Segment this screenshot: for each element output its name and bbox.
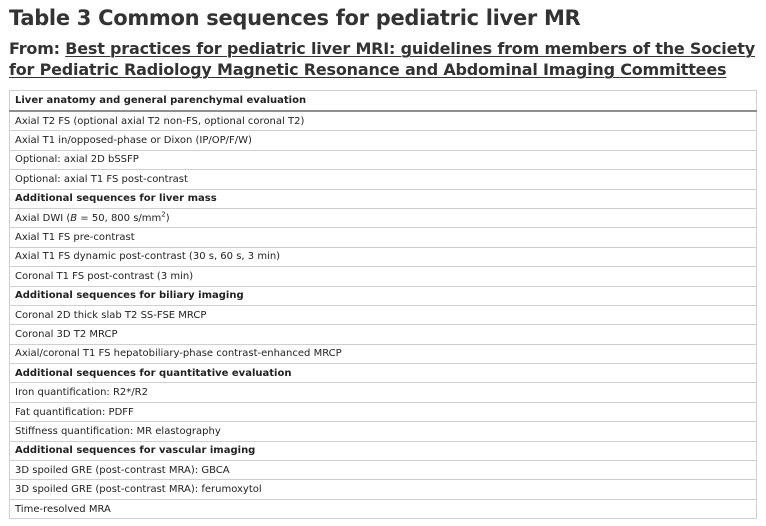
- from-prefix: From:: [9, 39, 66, 58]
- table-row: [10, 325, 757, 344]
- table-cell: Axial T2 FS (optional axial T2 non-FS, optional coronal T2): [10, 111, 757, 131]
- table-body: [10, 111, 757, 519]
- table-row: [10, 499, 757, 518]
- table-row: [10, 383, 757, 402]
- table-cell: Coronal 3D T2 MRCP: [10, 325, 757, 344]
- table-cell: Coronal T1 FS post-contrast (3 min): [10, 267, 757, 286]
- table-cell: Optional: axial T1 FS post-contrast: [10, 170, 757, 189]
- table-title: Table 3 Common sequences for pediatric liver MR: [9, 6, 581, 30]
- table-row: [10, 402, 757, 421]
- table-cell: Fat quantification: PDFF: [10, 402, 757, 421]
- table-section-row: [10, 364, 757, 383]
- table-row: [10, 305, 757, 324]
- sequences-table: [9, 90, 757, 519]
- table-row: [10, 208, 757, 227]
- table-cell: Optional: axial 2D bSSFP: [10, 150, 757, 169]
- table-row: [10, 267, 757, 286]
- table-cell: Axial T1 FS pre-contrast: [10, 228, 757, 247]
- cell-superscript-part: 2: [161, 210, 166, 219]
- table-row: [10, 228, 757, 247]
- table-cell: 3D spoiled GRE (post-contrast MRA): GBCA: [10, 461, 757, 480]
- table-header-cell: Liver anatomy and general parenchymal evaluation: [10, 91, 757, 112]
- table-row: [10, 247, 757, 266]
- table-section-row: [10, 286, 757, 305]
- table-row: [10, 131, 757, 150]
- table-cell: Axial T1 in/opposed-phase or Dixon (IP/OP/F/W): [10, 131, 757, 150]
- section-heading-cell: Additional sequences for vascular imaging: [10, 441, 757, 460]
- cell-text-part: Axial DWI (: [15, 212, 71, 224]
- table-row: [10, 422, 757, 441]
- cell-text-part: = 50, 800 s/mm: [77, 212, 162, 224]
- table-cell: Coronal 2D thick slab T2 SS-FSE MRCP: [10, 305, 757, 324]
- table-cell: Axial/coronal T1 FS hepatobiliary-phase contrast-enhanced MRCP: [10, 344, 757, 363]
- table-cell: Iron quantification: R2*/R2: [10, 383, 757, 402]
- table-cell: 3D spoiled GRE (post-contrast MRA): ferumoxytol: [10, 480, 757, 499]
- table-cell: Stiffness quantification: MR elastography: [10, 422, 757, 441]
- cell-italic-part: B: [70, 212, 78, 224]
- table-header-row: [10, 91, 757, 112]
- table-row: [10, 170, 757, 189]
- section-heading-cell: Additional sequences for liver mass: [10, 189, 757, 208]
- cell-text-part: ): [165, 212, 170, 224]
- table-row: [10, 461, 757, 480]
- table-cell: [10, 208, 757, 227]
- table-cell: Time-resolved MRA: [10, 499, 757, 518]
- table-row: [10, 344, 757, 363]
- source-article-link[interactable]: Best practices for pediatric liver MRI: guidelines from members of the Society for Pediatric Radiology Magnetic Resonance and Abdominal Imaging Committees: [9, 39, 755, 79]
- section-heading-cell: Additional sequences for biliary imaging: [10, 286, 757, 305]
- table-cell: Axial T1 FS dynamic post-contrast (30 s, 60 s, 3 min): [10, 247, 757, 266]
- source-line: [9, 38, 759, 80]
- table-row: [10, 480, 757, 499]
- table-section-row: [10, 189, 757, 208]
- table-row: [10, 150, 757, 169]
- table-row: [10, 111, 757, 131]
- table-section-row: [10, 441, 757, 460]
- section-heading-cell: Additional sequences for quantitative evaluation: [10, 364, 757, 383]
